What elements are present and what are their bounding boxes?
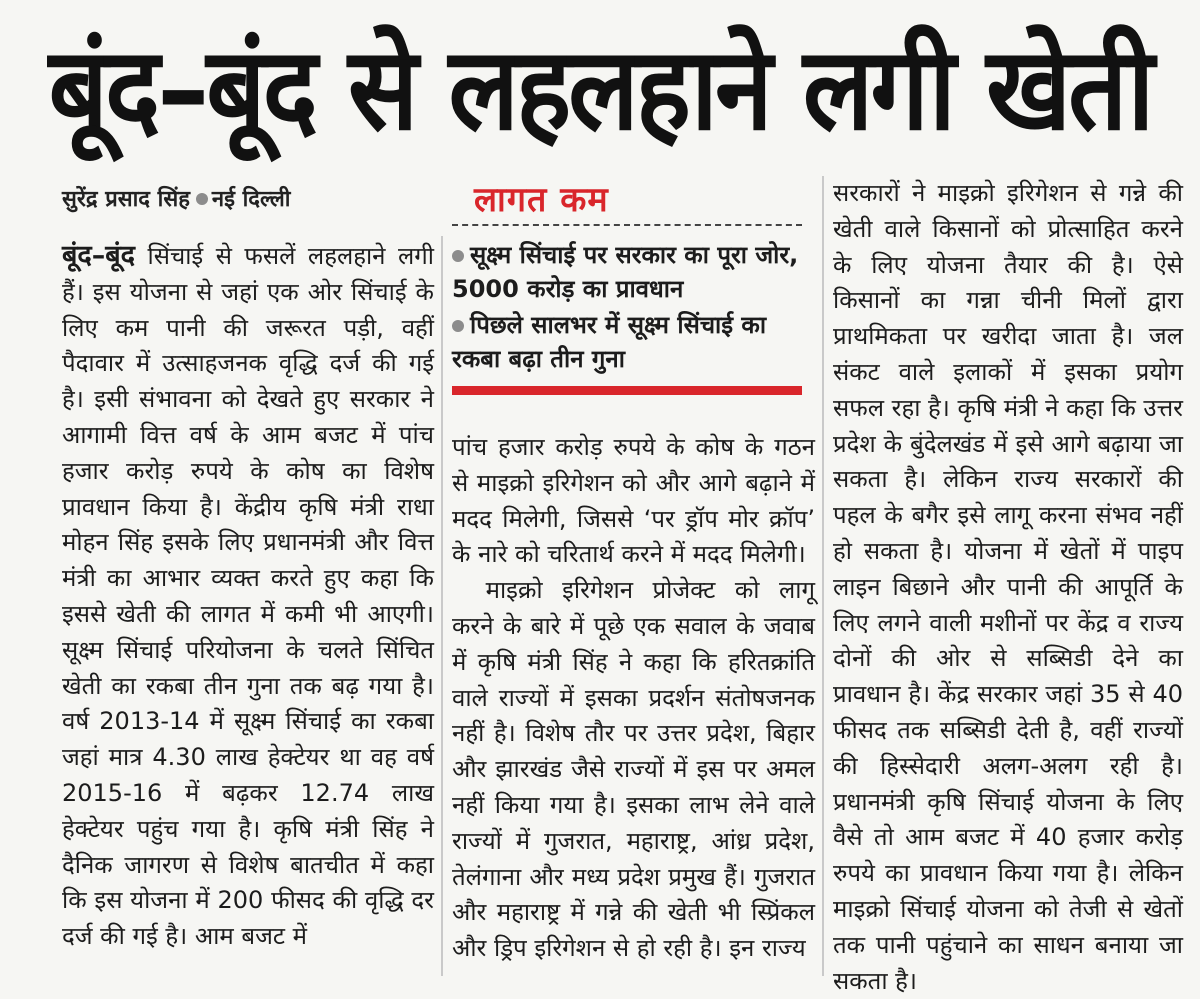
- highlight-box: [452, 176, 802, 416]
- column-2-paragraph-1: पांच हजार करोड़ रुपये के कोष के गठन से माइक्रो इरिगेशन को और आगे बढ़ाने में मदद मिलेगी, जिससे ‘पर ड्रॉप मोर क्रॉप’ के नारे को चरितार्थ करने में मदद मिलेगी।: [452, 433, 815, 569]
- dashed-divider: [452, 224, 802, 226]
- highlight-item: [452, 238, 802, 306]
- bullet-dot-icon: [196, 193, 208, 205]
- highlight-item-text: पिछले सालभर में सूक्ष्म सिंचाई का रकबा बढ़ा तीन गुना: [452, 311, 767, 373]
- byline-author: सुरेंद्र प्रसाद सिंह: [62, 187, 190, 212]
- column-3-text: सरकारों ने माइक्रो इरिगेशन से गन्ने की खेती वाले किसानों को प्रोत्साहित करने के लिए योजना तैयार की है। ऐसे किसानों का गन्ना चीनी मिलों द्वारा प्राथमिकता पर खरीदा जाता है। जल संकट वाले इलाकों में इसका प्रयोग सफल रहा है। कृषि मंत्री ने कहा कि उत्तर प्रदेश के बुंदेलखंड में इसे आगे बढ़ाया जा सकता है। लेकिन राज्य सरकारों की पहल के बगैर इसे लागू करना संभव नहीं हो सकता है। योजना में खेतों में पाइप लाइन बिछाने और पानी की आपूर्ति के लिए लगने वाली मशीनों पर केंद्र व राज्य दोनों की ओर से सब्सिडी देने का प्रावधान है। केंद्र सरकार जहां 35 से 40 फीसद तक सब्सिडी देती है, वहीं राज्यों की हिस्सेदारी अलग-अलग रही है। प्रधानमंत्री कृषि सिंचाई योजना के लिए वैसे तो आम बजट में 40 हजार करोड़ रुपये का प्रावधान किया गया है। लेकिन माइक्रो सिंचाई योजना को तेजी से खेतों तक पानी पहुंचाने का साधन बनाया जा सकता है।: [833, 179, 1183, 995]
- highlight-item-text: सूक्ष्म सिंचाई पर सरकार का पूरा जोर, 5000 करोड़ का प्रावधान: [452, 241, 799, 303]
- lead-word: बूंद–बूंद: [62, 240, 136, 271]
- highlight-box-title: लागत कम: [474, 180, 609, 220]
- column-1-text: सिंचाई से फसलें लहलहाने लगी हैं। इस योजना से जहां एक ओर सिंचाई के लिए कम पानी की जरूरत पड़ी, वहीं पैदावार में उत्साहजनक वृद्धि दर्ज की गई है। इसी संभावना को देखते हुए सरकार ने आगामी वित्त वर्ष के आम बजट में पांच हजार करोड़ रुपये के कोष का विशेष प्रावधान किया है। केंद्रीय कृषि मंत्री राधा मोहन सिंह इसके लिए प्रधानमंत्री और वित्त मंत्री का आभार व्यक्त करते हुए कहा कि इससे खेती की लागत में कमी भी आएगी। सूक्ष्म सिंचाई परियोजना के चलते सिंचित खेती का रकबा तीन गुना तक बढ़ गया है। वर्ष 2013-14 में सूक्ष्म सिंचाई का रकबा जहां मात्र 4.30 लाख हेक्टेयर था वह वर्ष 2015-16 में बढ़कर 12.74 लाख हेक्टेयर पहुंच गया है। कृषि मंत्री सिंह ने दैनिक जागरण से विशेष बातचीत में कहा कि इस योजना में 200 फीसद की वृद्धि दर दर्ज की गई है। आम बजट में: [62, 242, 434, 951]
- article-column-2: [452, 430, 815, 978]
- column-divider: [822, 176, 824, 976]
- column-divider: [441, 236, 443, 976]
- column-2-paragraph-2: माइक्रो इरिगेशन प्रोजेक्ट को लागू करने के बारे में पूछे एक सवाल के जवाब में कृषि मंत्री सिंह ने कहा कि हरितक्रांति वाले राज्यों में इसका प्रदर्शन संतोषजनक नहीं है। विशेष तौर पर उत्तर प्रदेश, बिहार और झारखंड जैसे राज्यों में इस पर अमल नहीं किया गया है। इसका लाभ लेने वाले राज्यों में गुजरात, महाराष्ट्र, आंध्र प्रदेश, तेलंगाना और मध्य प्रदेश प्रमुख हैं। गुजरात और महाराष्ट्र में गन्ने की खेती भी स्प्रिंकल और ड्रिप इरिगेशन से हो रही है। इन राज्य: [452, 576, 815, 963]
- bullet-dot-icon: [452, 320, 464, 332]
- headline: बूंद–बूंद से लहलहाने लगी खेती: [48, 21, 1152, 157]
- byline: [62, 180, 434, 220]
- article-column-1: [62, 238, 434, 978]
- red-rule: [452, 386, 802, 395]
- byline-location: नई दिल्ली: [211, 187, 291, 212]
- bullet-dot-icon: [452, 250, 464, 262]
- highlight-item: [452, 308, 802, 376]
- article-column-3: [833, 176, 1183, 995]
